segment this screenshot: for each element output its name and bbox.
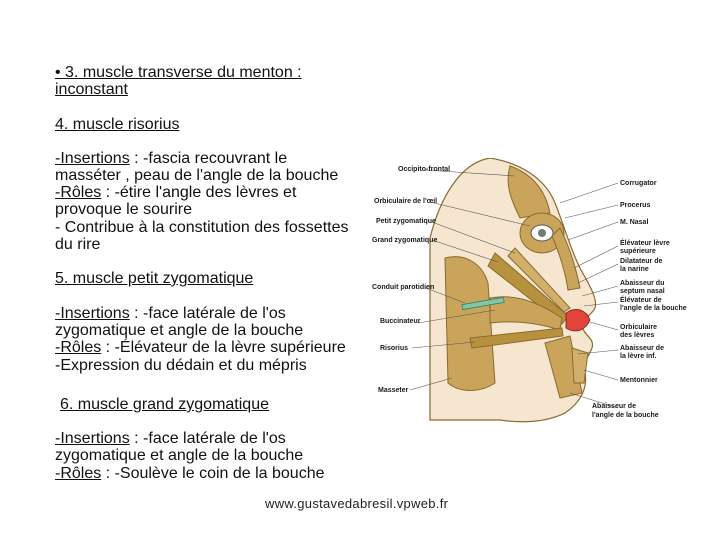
label-mentonnier: Mentonnier	[620, 377, 658, 384]
iris-shape	[538, 229, 546, 237]
label-buccinateur: Buccinateur	[380, 318, 421, 325]
item5-title: 5. muscle petit zygomatique	[55, 270, 254, 287]
item4-extra-line2: du rire	[55, 236, 101, 253]
label-risorius: Risorius	[380, 345, 409, 352]
item4-roles-line2: provoque le sourire	[55, 201, 192, 218]
item3-line1: • 3. muscle transverse du menton :	[55, 64, 302, 81]
label-orbiculaire-levres-2: des lèvres	[620, 332, 655, 339]
item4-roles: -Rôles : -étire l'angle des lèvres et	[55, 184, 297, 201]
label-corrugator: Corrugator	[620, 180, 657, 187]
item6-roles: -Rôles : -Soulève le coin de la bouche	[55, 465, 325, 482]
label-elevateur-angle: Élévateur de	[620, 297, 662, 304]
label-petit-zygomatique: Petit zygomatique	[376, 218, 436, 225]
facial-muscles-illustration	[370, 158, 720, 426]
facial-muscles-svg	[370, 158, 720, 426]
item3-line2: inconstant	[55, 81, 128, 98]
label-dilatateur-2: la narine	[620, 266, 649, 273]
item4-title: 4. muscle risorius	[55, 116, 180, 133]
item5-insertions-line2: zygomatique et angle de la bouche	[55, 322, 304, 339]
label-grand-zygomatique: Grand zygomatique	[372, 237, 438, 244]
label-abaisseur-angle-2: l'angle de la bouche	[592, 412, 659, 419]
label-elevateur-angle-2: l'angle de la bouche	[620, 305, 687, 312]
label-orbiculaire-oeil: Orbiculaire de l'œil	[374, 198, 438, 205]
label-orbiculaire-levres: Orbiculaire	[620, 324, 657, 331]
label-elevateur-levre-2: supérieure	[620, 248, 656, 255]
label-abaisseur-septum: Abaisseur du	[620, 280, 665, 287]
item5-roles: -Rôles : -Élévateur de la lèvre supérieure	[55, 339, 346, 356]
item6-insertions: -Insertions : -face latérale de l'os	[55, 430, 286, 447]
item5-insertions: -Insertions : -face latérale de l'os	[55, 305, 286, 322]
label-procerus: Procerus	[620, 202, 651, 209]
item4-insertions: -Insertions : -fascia recouvrant le	[55, 150, 288, 167]
label-elevateur-levre: Élévateur lèvre	[620, 240, 670, 247]
item6-title: 6. muscle grand zygomatique	[60, 396, 269, 413]
label-occipito-frontal: Occipito-frontal	[398, 166, 451, 173]
item4-extra-line1: - Contribue à la constitution des fossettes	[55, 219, 349, 236]
footer-url: www.gustavedabresil.vpweb.fr	[265, 496, 449, 511]
label-masseter: Masseter	[378, 387, 409, 394]
label-abaisseur-septum-2: septum nasal	[620, 288, 665, 295]
label-abaisseur-levre: Abaisseur de	[620, 345, 664, 352]
label-dilatateur: Dilatateur de	[620, 258, 663, 265]
item6-insertions-line2: zygomatique et angle de la bouche	[55, 447, 304, 464]
label-abaisseur-levre-2: la lèvre inf.	[620, 353, 657, 360]
label-abaisseur-angle: Abaisseur de	[592, 403, 636, 410]
label-conduit-parotidien: Conduit parotidien	[372, 284, 435, 291]
label-m-nasal: M. Nasal	[620, 219, 649, 226]
item5-extra-line1: -Expression du dédain et du mépris	[55, 357, 307, 374]
item4-insertions-line2: masséter , peau de l'angle de la bouche	[55, 167, 339, 184]
